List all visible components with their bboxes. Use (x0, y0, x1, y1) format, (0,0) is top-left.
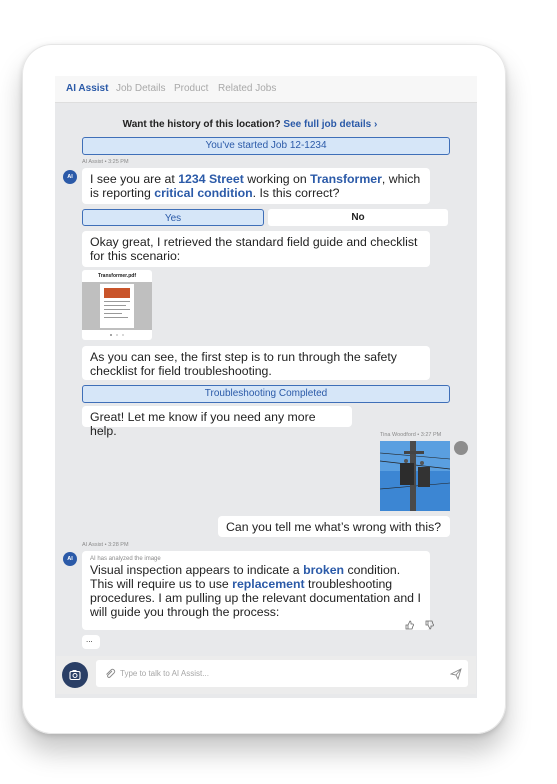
message-text: . Is this correct? (252, 186, 340, 200)
pdf-line (104, 317, 128, 318)
utility-pole-photo[interactable] (380, 441, 450, 511)
dot (122, 334, 124, 336)
user-avatar (454, 441, 468, 455)
typing-indicator: ... (82, 635, 100, 649)
camera-button[interactable] (62, 662, 88, 688)
ai-message-diagnosis (82, 551, 430, 630)
procedure-highlight: replacement (232, 577, 305, 591)
message-text: I see you are at (90, 172, 179, 186)
analyzed-note: AI has analyzed the image (90, 556, 161, 562)
tab-bar (55, 76, 477, 103)
tab-job-details[interactable]: Job Details (116, 83, 166, 94)
chat-input[interactable] (96, 660, 468, 687)
history-question: Want the history of this location? (122, 119, 281, 130)
pdf-preview (82, 282, 152, 330)
ai-message-field-guide: Okay great, I retrieved the standard field guide and checklist for this scenario: (82, 231, 430, 267)
carousel-dots (110, 334, 124, 337)
pdf-line (104, 313, 122, 314)
user-message: Can you tell me what’s wrong with this? (218, 516, 450, 537)
paperclip-icon[interactable] (104, 667, 116, 685)
pdf-line (104, 309, 130, 310)
yes-button[interactable]: Yes (82, 209, 264, 226)
tab-product[interactable]: Product (174, 83, 209, 94)
pole-image (380, 441, 450, 511)
message-text: troubleshooting procedures. I am pulling up the relevant documentation and I will guide you through the process: (90, 577, 421, 619)
ai-message-meta: AI Assist • 3:25 PM (82, 159, 129, 165)
history-banner (80, 119, 420, 130)
ai-message-meta-2: AI Assist • 3:28 PM (82, 542, 129, 548)
tab-ai-assist[interactable]: AI Assist (66, 83, 109, 94)
send-icon[interactable] (450, 667, 462, 685)
dot (116, 334, 118, 336)
ai-message-safety: As you can see, the first step is to run through the safety checklist for field troubleshooting. (82, 346, 430, 380)
camera-icon (62, 662, 88, 688)
condition-highlight: critical condition (154, 186, 253, 200)
street-highlight: 1234 Street (178, 172, 244, 186)
pdf-line (104, 305, 126, 306)
pdf-page (100, 284, 134, 328)
dot (110, 334, 112, 336)
message-text: working on (243, 172, 311, 186)
troubleshooting-pill: Troubleshooting Completed (82, 385, 450, 403)
message-text: condition. This will require us to use (90, 563, 401, 591)
message-text: Visual inspection appears to indicate a (90, 563, 304, 577)
tab-related-jobs[interactable]: Related Jobs (218, 83, 277, 94)
ai-avatar: AI (63, 170, 77, 184)
thumbs-down-icon[interactable] (424, 619, 434, 629)
pdf-image (104, 288, 130, 298)
condition-highlight: broken (303, 563, 345, 577)
full-job-details-link[interactable]: See full job details › (283, 119, 378, 130)
user-message-meta: Tina Woodford • 3:27 PM (380, 432, 442, 438)
pdf-line (104, 301, 130, 302)
message-text: , which is reporting (90, 172, 421, 200)
no-button[interactable]: No (268, 209, 448, 226)
ai-avatar: AI (63, 552, 77, 566)
pdf-attachment[interactable] (82, 270, 152, 340)
pdf-title: Transformer.pdf (97, 273, 137, 279)
ai-message-location (82, 168, 430, 204)
ai-message-help: Great! Let me know if you need any more help. (82, 406, 352, 427)
job-started-pill: You've started Job 12-1234 (82, 137, 450, 155)
thumbs-up-icon[interactable] (404, 619, 414, 629)
equipment-highlight: Transformer (310, 172, 382, 186)
